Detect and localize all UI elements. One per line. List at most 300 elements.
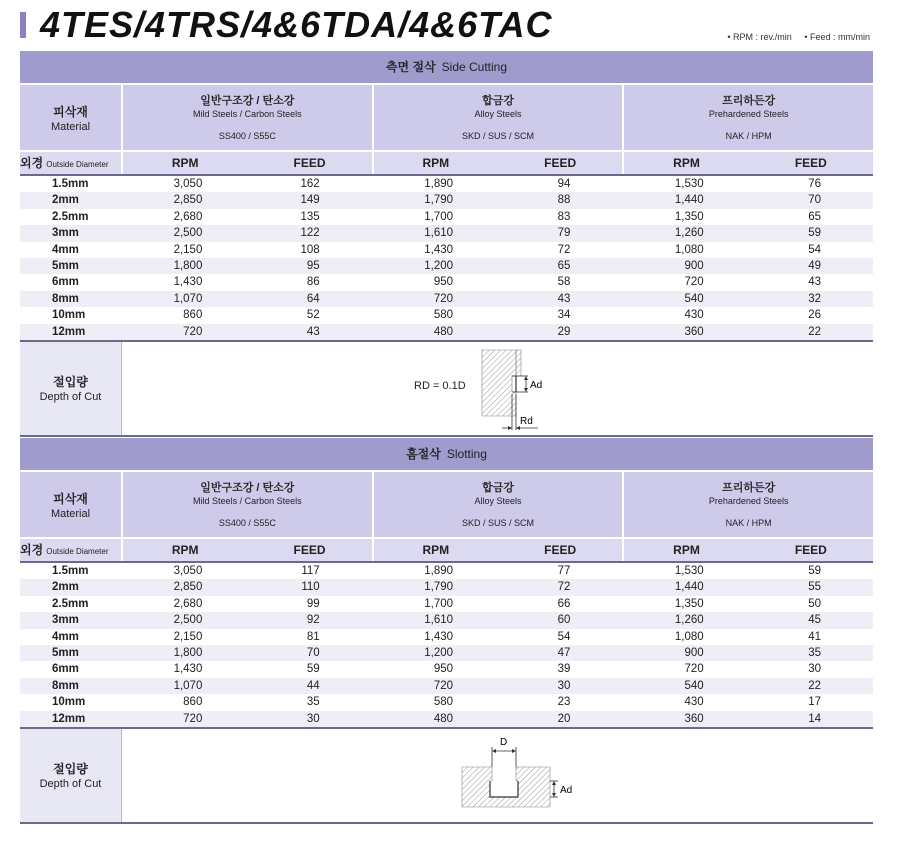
feed-cell: 149 [300, 194, 320, 207]
material-group [121, 629, 372, 645]
table-row [20, 678, 873, 694]
material-label [20, 85, 123, 150]
material-group [372, 176, 623, 192]
material-group [622, 612, 873, 628]
material-label-en: Material [50, 120, 91, 133]
material-group [622, 258, 873, 274]
material-group [372, 579, 623, 595]
feed-cell: 86 [306, 276, 320, 289]
feed-cell: 44 [306, 679, 320, 692]
feed-cell: 122 [300, 227, 320, 240]
rpm-cell: 360 [684, 325, 704, 338]
material-group [372, 225, 623, 241]
material-row [20, 470, 873, 537]
ad-label: Ad [530, 379, 543, 391]
feed-cell: 72 [557, 243, 571, 256]
depth-of-cut-label [20, 342, 122, 435]
feed-cell: 54 [808, 243, 822, 256]
material-group [622, 661, 873, 677]
rpm-cell: 430 [684, 696, 704, 709]
rpm-cell: 3,050 [173, 178, 203, 190]
material-group [622, 307, 873, 323]
table-row [20, 192, 873, 208]
rpm-cell: 2,150 [173, 243, 203, 256]
diameter-cell: 10mm [52, 309, 86, 322]
material-grade: SKD / SUS / SCM [462, 131, 535, 141]
material-row [20, 83, 873, 150]
feed-cell: 110 [301, 581, 320, 594]
rpm-cell: 950 [433, 663, 454, 676]
material-name-ko: 일반구조강 / 탄소강 [200, 95, 295, 107]
slotting-header [20, 438, 873, 470]
outside-diameter-label [20, 539, 121, 561]
rpm-cell: 1,350 [674, 597, 704, 610]
feed-cell: 162 [300, 178, 320, 190]
rpm-cell: 480 [433, 712, 454, 725]
feed-cell: 50 [808, 597, 822, 610]
feed-unit: • Feed : mm/min [804, 32, 870, 42]
feed-cell: 43 [306, 325, 320, 338]
od-label-ko: 외경 [20, 156, 44, 170]
slotting-diagram [456, 733, 596, 823]
material-group [121, 324, 372, 340]
rpm-cell: 720 [684, 276, 704, 289]
feed-cell: 117 [301, 565, 320, 577]
diameter-cell: 6mm [52, 276, 79, 289]
feed-cell: 58 [557, 276, 571, 289]
rpm-cell: 950 [433, 276, 454, 289]
rpm-header: RPM [673, 156, 700, 170]
material-prehardened-steel [624, 85, 873, 150]
material-name-en: Alloy Steels [474, 109, 522, 119]
feed-cell: 95 [306, 259, 320, 272]
material-group [372, 661, 623, 677]
material-name-en: Prehardened Steels [708, 109, 789, 119]
material-group [622, 694, 873, 710]
rpm-cell: 1,610 [424, 614, 454, 627]
feed-cell: 70 [808, 194, 822, 207]
feed-header: FEED [544, 543, 577, 557]
table-row [20, 242, 873, 258]
feed-cell: 32 [808, 292, 822, 305]
diameter-cell: 10mm [52, 696, 86, 709]
diameter-cell: 5mm [52, 259, 79, 272]
feed-cell: 59 [808, 565, 822, 577]
feed-cell: 47 [557, 646, 571, 659]
material-group [121, 563, 372, 579]
rpm-cell: 1,080 [674, 243, 704, 256]
material-group [121, 209, 372, 225]
rpm-header: RPM [422, 156, 450, 170]
slot-title-en: Slotting [446, 447, 487, 461]
rpm-cell: 2,850 [173, 581, 203, 594]
material-grade: SKD / SUS / SCM [462, 518, 535, 528]
material-group [622, 324, 873, 340]
doc-label-ko: 절입량 [53, 375, 88, 390]
od-label-en: Outside Diameter [46, 547, 109, 556]
feed-header: FEED [794, 543, 827, 557]
feed-cell: 108 [300, 243, 320, 256]
table-row [20, 612, 873, 628]
material-name-en: Mild Steels / Carbon Steels [193, 496, 302, 506]
material-label [20, 472, 123, 537]
material-group [372, 242, 623, 258]
rpm-cell: 2,150 [173, 630, 203, 643]
outside-diameter-label [20, 152, 121, 174]
material-group [372, 307, 623, 323]
feed-cell: 65 [808, 210, 822, 223]
material-name-ko: 프리하든강 [722, 482, 776, 494]
rpm-cell: 1,700 [424, 210, 454, 223]
material-group [121, 678, 372, 694]
material-name-en: Prehardened Steels [708, 496, 789, 506]
rpm-cell: 1,070 [173, 292, 203, 305]
feed-cell: 20 [557, 712, 571, 725]
feed-cell: 34 [557, 309, 571, 322]
feed-cell: 64 [306, 292, 320, 305]
table-row [20, 324, 873, 340]
feed-cell: 77 [557, 565, 571, 577]
side-diagram-area [122, 342, 873, 435]
diameter-cell: 3mm [52, 227, 79, 240]
units-legend [717, 32, 870, 42]
material-group [121, 258, 372, 274]
rpm-cell: 2,500 [173, 227, 203, 240]
material-group [121, 291, 372, 307]
feed-cell: 60 [557, 614, 571, 627]
material-group [622, 225, 873, 241]
material-group [121, 579, 372, 595]
feed-cell: 92 [306, 614, 320, 627]
material-name-ko: 일반구조강 / 탄소강 [200, 482, 295, 494]
material-name-ko: 합금강 [482, 95, 514, 107]
table-row [20, 274, 873, 290]
diameter-cell: 2mm [52, 581, 79, 594]
feed-cell: 59 [808, 227, 822, 240]
diameter-cell: 2.5mm [52, 597, 89, 610]
diameter-cell: 8mm [52, 292, 79, 305]
rpm-cell: 900 [684, 259, 704, 272]
feed-cell: 26 [808, 309, 822, 322]
slot-title-ko: 홈절삭 [406, 447, 441, 461]
diameter-cell: 2mm [52, 194, 79, 207]
rpm-header: RPM [673, 543, 700, 557]
material-group [372, 563, 623, 579]
material-group [622, 192, 873, 208]
material-alloy-steel [374, 85, 625, 150]
ad-label: Ad [560, 784, 573, 796]
material-label-ko: 피삭재 [53, 491, 88, 506]
feed-cell: 76 [808, 178, 822, 190]
table-row [20, 596, 873, 612]
feed-cell: 81 [306, 630, 320, 643]
rpm-cell: 1,260 [674, 614, 704, 627]
diameter-cell: 6mm [52, 663, 79, 676]
table-row [20, 225, 873, 241]
material-group [372, 645, 623, 661]
rpm-header: RPM [422, 543, 450, 557]
material-group [372, 291, 623, 307]
diameter-cell: 1.5mm [52, 178, 89, 190]
feed-cell: 43 [557, 292, 571, 305]
rpm-cell: 1,430 [424, 243, 454, 256]
feed-header: FEED [293, 156, 326, 170]
rpm-cell: 1,350 [674, 210, 704, 223]
feed-cell: 54 [557, 630, 571, 643]
feed-cell: 17 [808, 696, 822, 709]
material-group [372, 274, 623, 290]
rpm-cell: 2,680 [173, 597, 203, 610]
table-row [20, 291, 873, 307]
rpm-cell: 2,500 [173, 614, 203, 627]
material-grade: SS400 / S55C [218, 131, 276, 141]
material-name-ko: 프리하든강 [722, 95, 776, 107]
side-title-ko: 측면 절삭 [385, 60, 436, 74]
feed-cell: 30 [557, 679, 571, 692]
material-group [121, 225, 372, 241]
material-group [622, 209, 873, 225]
diameter-cell: 4mm [52, 243, 79, 256]
material-group [622, 711, 873, 727]
side-title-en: Side Cutting [441, 60, 508, 74]
material-group [372, 192, 623, 208]
side-cutting-section [20, 51, 873, 437]
feed-cell: 88 [557, 194, 571, 207]
feed-cell: 52 [306, 309, 320, 322]
feed-cell: 70 [306, 646, 320, 659]
diameter-cell: 1.5mm [52, 565, 89, 577]
diameter-cell: 5mm [52, 646, 79, 659]
rpm-cell: 720 [433, 679, 454, 692]
material-group [372, 629, 623, 645]
od-label-ko: 외경 [20, 543, 44, 557]
material-group [121, 612, 372, 628]
rd-label: Rd [520, 415, 533, 427]
material-group [121, 242, 372, 258]
material-group [622, 274, 873, 290]
table-row [20, 579, 873, 595]
table-row [20, 629, 873, 645]
rpm-cell: 720 [433, 292, 454, 305]
material-group [622, 291, 873, 307]
doc-label-en: Depth of Cut [39, 391, 102, 404]
rpm-header: RPM [171, 543, 199, 557]
material-grade: NAK / HPM [725, 131, 772, 141]
rpm-cell: 860 [183, 696, 203, 709]
rpm-cell: 1,530 [674, 178, 704, 190]
material-group [121, 596, 372, 612]
feed-cell: 135 [300, 210, 320, 223]
title-accent-bar [20, 12, 26, 38]
diameter-cell: 4mm [52, 630, 79, 643]
doc-label-en: Depth of Cut [39, 778, 102, 791]
feed-cell: 41 [808, 630, 822, 643]
slotting-section [20, 438, 873, 824]
material-group [372, 596, 623, 612]
diameter-cell: 12mm [52, 325, 86, 338]
side-cutting-diagram [476, 346, 596, 436]
feed-cell: 83 [557, 210, 571, 223]
material-group [121, 307, 372, 323]
material-group [622, 645, 873, 661]
feed-header: FEED [544, 156, 577, 170]
rd-formula: RD = 0.1D [414, 379, 466, 392]
feed-cell: 59 [306, 663, 320, 676]
table-row [20, 209, 873, 225]
feed-cell: 55 [808, 581, 822, 594]
material-group [372, 612, 623, 628]
diameter-cell: 12mm [52, 712, 86, 725]
material-group [372, 209, 623, 225]
material-alloy-steel [374, 472, 625, 537]
table-row [20, 563, 873, 579]
rpm-cell: 1,700 [424, 597, 454, 610]
table-row [20, 307, 873, 323]
feed-cell: 43 [808, 276, 822, 289]
material-group [372, 324, 623, 340]
material-group [622, 629, 873, 645]
rpm-cell: 430 [684, 309, 704, 322]
diameter-cell: 8mm [52, 679, 79, 692]
feed-cell: 30 [306, 712, 320, 725]
material-group [121, 192, 372, 208]
rpm-cell: 2,680 [173, 210, 203, 223]
material-name-en: Alloy Steels [474, 496, 522, 506]
feed-cell: 30 [808, 663, 822, 676]
rpm-cell: 1,200 [424, 646, 454, 659]
feed-cell: 65 [557, 259, 571, 272]
rpm-cell: 1,430 [173, 663, 203, 676]
rpm-cell: 1,800 [173, 646, 203, 659]
material-prehardened-steel [624, 472, 873, 537]
rpm-cell: 1,430 [173, 276, 203, 289]
material-mild-steel [123, 472, 374, 537]
feed-cell: 49 [808, 259, 822, 272]
side-cutting-header [20, 51, 873, 83]
feed-cell: 35 [306, 696, 320, 709]
feed-cell: 23 [557, 696, 571, 709]
feed-cell: 22 [808, 325, 822, 338]
d-label: D [500, 736, 508, 748]
material-group [622, 678, 873, 694]
rpm-cell: 1,790 [424, 581, 454, 594]
material-group [622, 579, 873, 595]
feed-cell: 39 [557, 663, 571, 676]
material-group [372, 694, 623, 710]
rpm-cell: 580 [433, 696, 454, 709]
material-group [372, 258, 623, 274]
rpm-cell: 2,850 [173, 194, 203, 207]
rpm-cell: 860 [183, 309, 203, 322]
table-row [20, 258, 873, 274]
rpm-cell: 1,800 [173, 259, 203, 272]
page-title: 4TES/4TRS/4&6TDA/4&6TAC [40, 4, 553, 45]
column-header-row [20, 537, 873, 563]
material-group [622, 563, 873, 579]
rpm-cell: 1,260 [674, 227, 704, 240]
material-mild-steel [123, 85, 374, 150]
slot-diagram-area [122, 729, 873, 822]
rpm-cell: 1,440 [674, 194, 704, 207]
feed-cell: 99 [306, 597, 320, 610]
material-name-en: Mild Steels / Carbon Steels [193, 109, 302, 119]
rpm-cell: 720 [183, 712, 203, 725]
feed-cell: 72 [557, 581, 571, 594]
diameter-cell: 2.5mm [52, 210, 89, 223]
material-name-ko: 합금강 [482, 482, 514, 494]
table-row [20, 694, 873, 710]
rpm-cell: 1,080 [674, 630, 704, 643]
material-group [372, 678, 623, 694]
rpm-cell: 1,890 [424, 178, 454, 190]
rpm-cell: 1,440 [674, 581, 704, 594]
material-label-ko: 피삭재 [53, 104, 88, 119]
rpm-cell: 900 [684, 646, 704, 659]
material-group [622, 176, 873, 192]
rpm-cell: 1,530 [674, 565, 704, 577]
rpm-cell: 1,890 [424, 565, 454, 577]
slotting-rows [20, 563, 873, 727]
feed-cell: 22 [808, 679, 822, 692]
table-row [20, 661, 873, 677]
slot-depth-of-cut-row [20, 727, 873, 824]
material-group [622, 596, 873, 612]
rpm-cell: 360 [684, 712, 704, 725]
rpm-cell: 540 [684, 679, 704, 692]
material-group [121, 711, 372, 727]
feed-cell: 94 [557, 178, 571, 190]
feed-cell: 79 [557, 227, 571, 240]
material-group [622, 242, 873, 258]
rpm-header: RPM [171, 156, 199, 170]
rpm-cell: 1,610 [424, 227, 454, 240]
material-group [121, 661, 372, 677]
depth-of-cut-label [20, 729, 122, 822]
diameter-cell: 3mm [52, 614, 79, 627]
rpm-cell: 1,200 [424, 259, 454, 272]
feed-cell: 29 [557, 325, 571, 338]
table-row [20, 176, 873, 192]
column-header-row [20, 150, 873, 176]
feed-header: FEED [293, 543, 326, 557]
side-cutting-rows [20, 176, 873, 340]
rpm-cell: 1,070 [173, 679, 203, 692]
material-group [372, 711, 623, 727]
material-label-en: Material [50, 507, 91, 520]
feed-cell: 35 [808, 646, 822, 659]
feed-cell: 66 [557, 597, 571, 610]
side-depth-of-cut-row [20, 340, 873, 437]
table-row [20, 645, 873, 661]
rpm-cell: 1,430 [424, 630, 454, 643]
rpm-cell: 480 [433, 325, 454, 338]
feed-cell: 14 [808, 712, 822, 725]
material-group [121, 176, 372, 192]
feed-header: FEED [794, 156, 827, 170]
rpm-cell: 720 [684, 663, 704, 676]
rpm-cell: 720 [183, 325, 203, 338]
doc-label-ko: 절입량 [53, 762, 88, 777]
rpm-cell: 580 [433, 309, 454, 322]
rpm-cell: 3,050 [173, 565, 203, 577]
table-row [20, 711, 873, 727]
material-group [121, 645, 372, 661]
rpm-unit: • RPM : rev./min [727, 32, 792, 42]
rpm-cell: 540 [684, 292, 704, 305]
feed-cell: 45 [808, 614, 822, 627]
material-grade: NAK / HPM [725, 518, 772, 528]
material-grade: SS400 / S55C [218, 518, 276, 528]
